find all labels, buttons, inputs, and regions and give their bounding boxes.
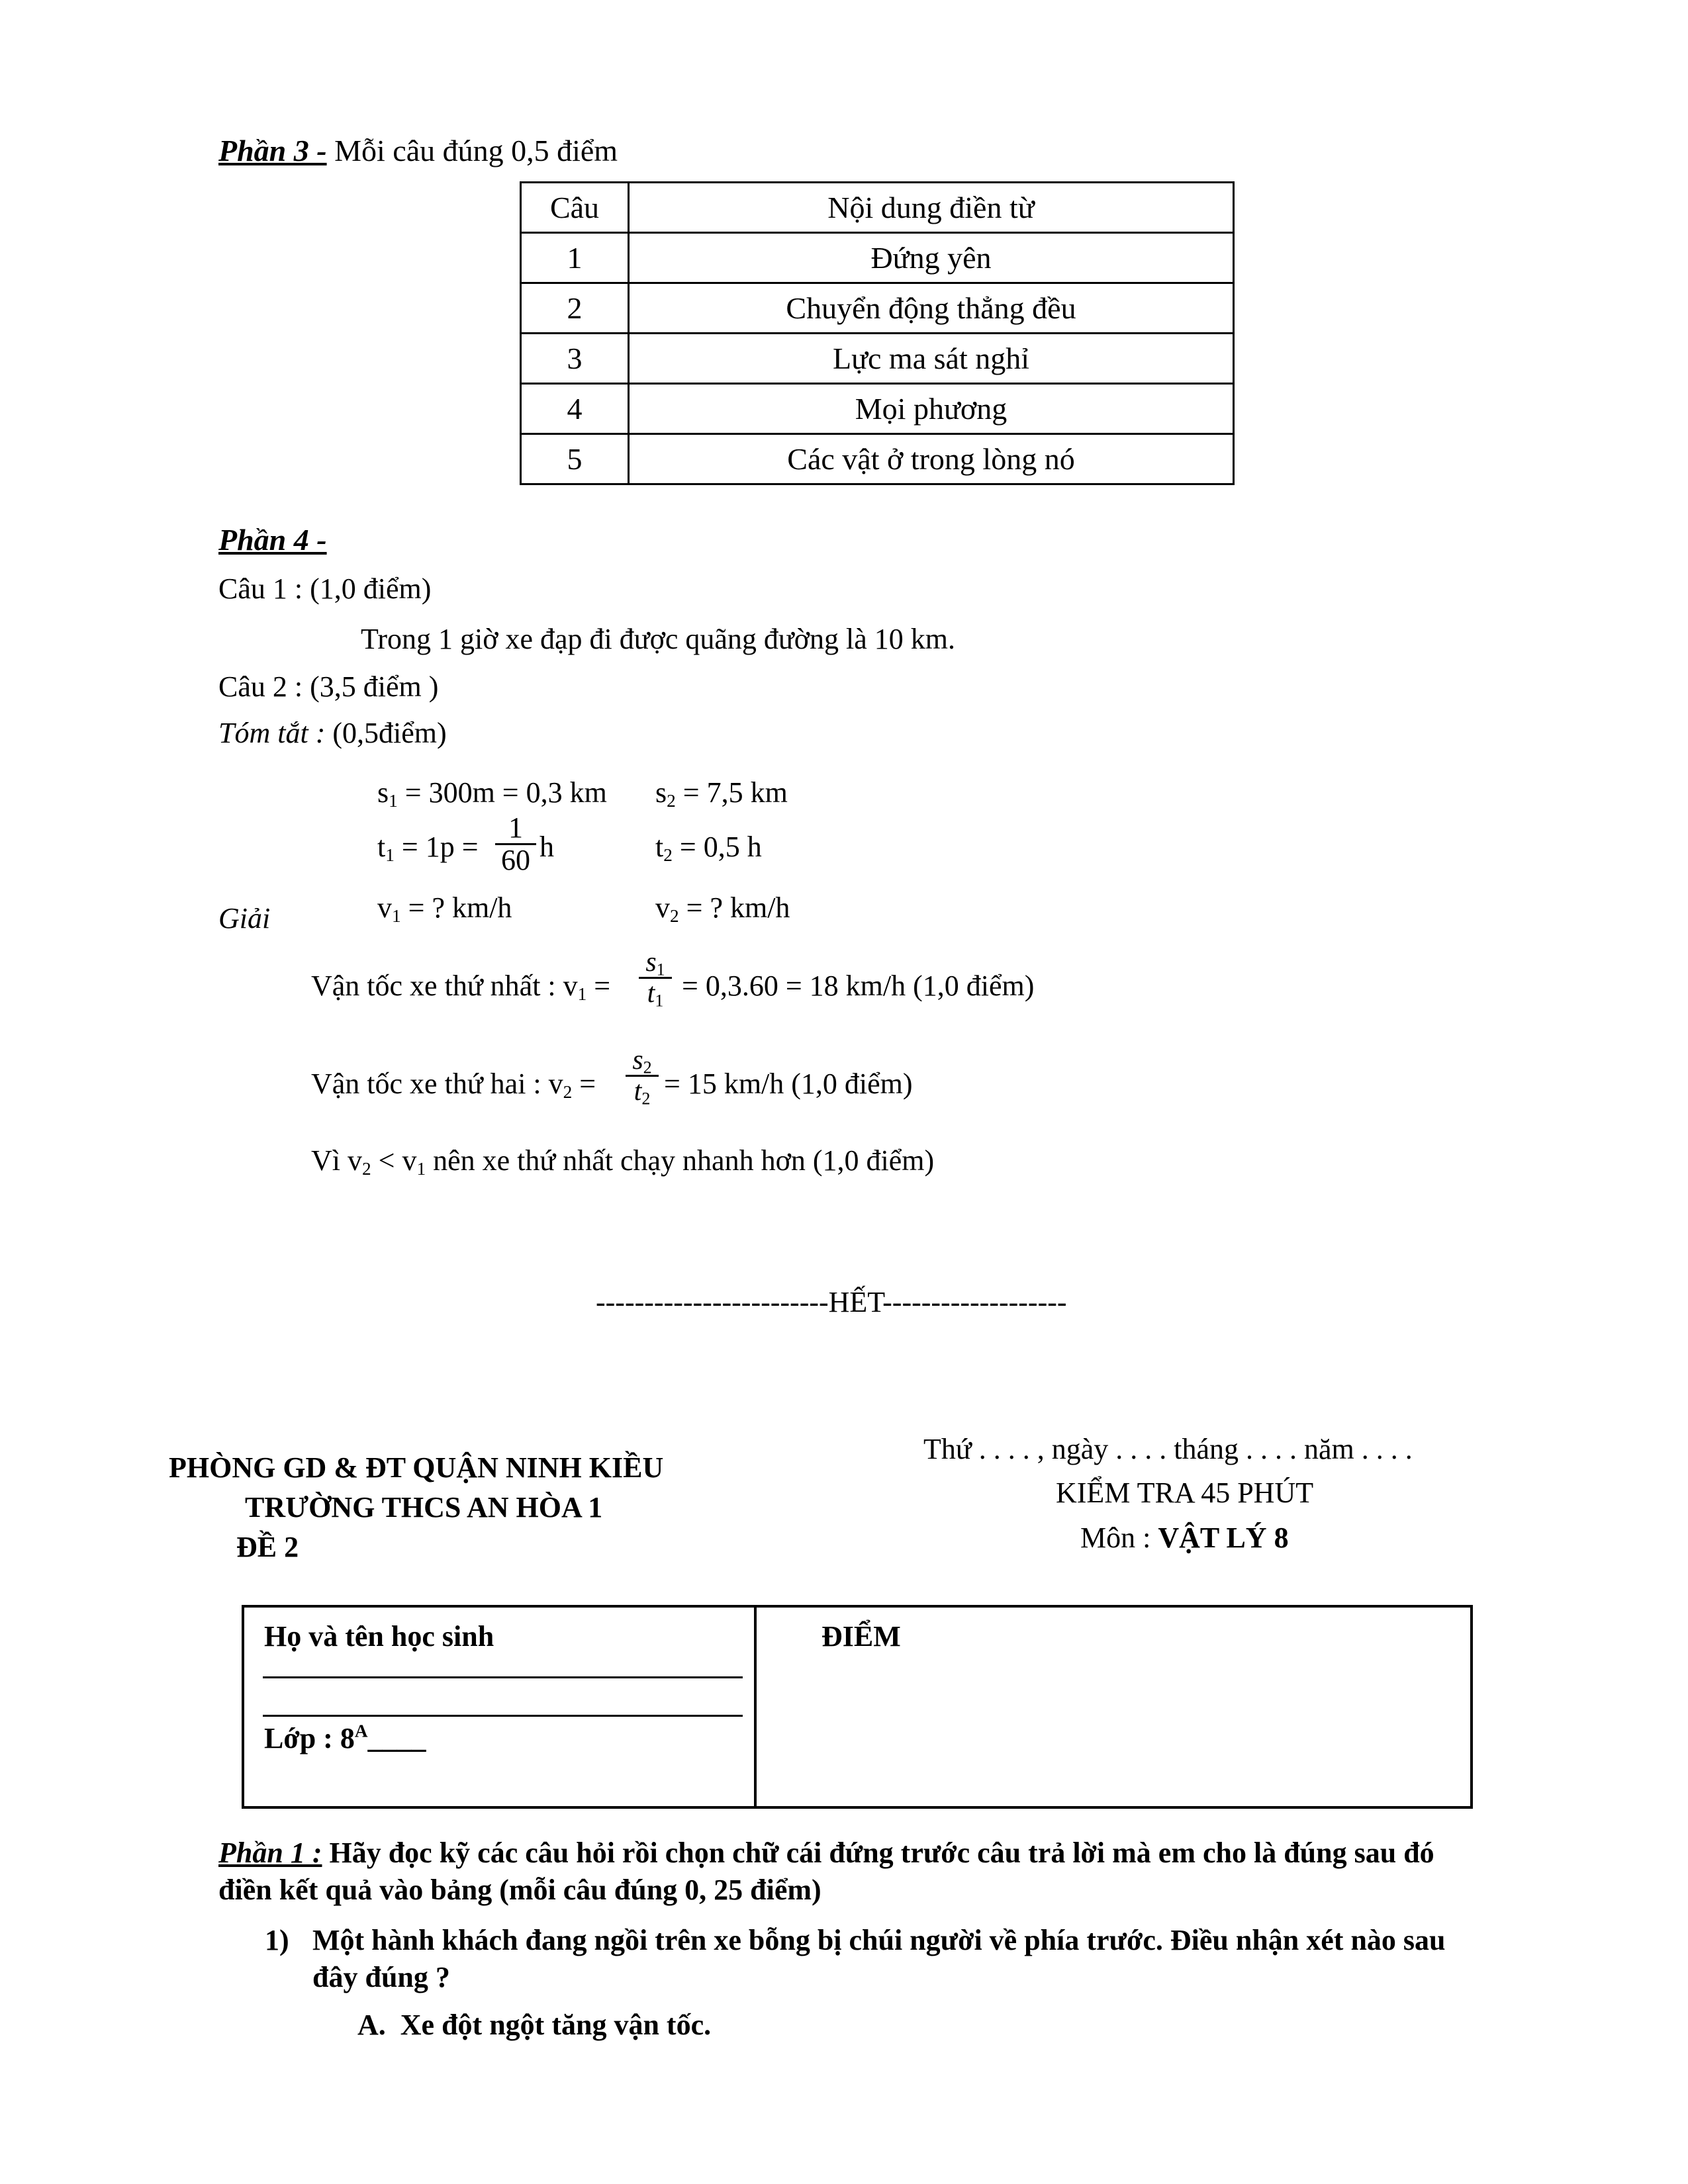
- speed1-result: = 0,3.60 = 18 km/h (1,0 điểm): [682, 970, 1035, 1002]
- part4-q2-label: Câu 2 : (3,5 điểm ): [218, 670, 439, 703]
- department: PHÒNG GD & ĐT QUẬN NINH KIỀU: [169, 1451, 664, 1484]
- table-cell: Lực ma sát nghỉ: [629, 334, 1234, 384]
- speed2-result: = 15 km/h (1,0 điểm): [664, 1068, 913, 1100]
- part1-instruction: Phần 1 : Hãy đọc kỹ các câu hỏi rồi chọn chữ cái đứng trước câu trả lời mà em cho là đúng sau đó: [218, 1837, 1434, 1869]
- part3-heading: Phần 3 -: [218, 134, 327, 167]
- class-field[interactable]: [264, 1721, 426, 1756]
- score-label: ĐIỂM: [821, 1620, 901, 1653]
- question-1-text: Một hành khách đang ngồi trên xe bỗng bị chúi người về phía trước. Điều nhận xét nào sau: [312, 1924, 1446, 1956]
- speed1-fraction: $s_1$ $t_1$: [639, 948, 672, 1008]
- part1-heading: Phần 1 :: [218, 1837, 322, 1869]
- conclusion: Vì $v_2 < v_1$ nên xe thứ nhất chạy nhanh hơn (1,0 điểm): [311, 1144, 935, 1179]
- table-header-cell: Nội dung điền từ: [629, 183, 1234, 233]
- part3-note: Mỗi câu đúng 0,5 điểm: [326, 134, 618, 167]
- end-marker: ------------------------HẾT-------------------: [596, 1286, 1067, 1318]
- table-cell: Mọi phương: [629, 384, 1234, 434]
- box-divider: [754, 1608, 757, 1806]
- option-a-letter: A.: [357, 2009, 386, 2041]
- table-row: [521, 434, 1234, 484]
- solution-label: Giải: [218, 902, 271, 934]
- t1-unit: h: [539, 831, 554, 863]
- t1-fraction: 1 60: [495, 813, 536, 876]
- table-cell: 3: [521, 334, 629, 384]
- speed1-line: Vận tốc xe thứ nhất : $v_1$ =: [311, 970, 611, 1004]
- table-cell: Các vật ở trong lòng nó: [629, 434, 1234, 484]
- subject-name: VẬT LÝ 8: [1158, 1522, 1289, 1554]
- question-1-text-2: đây đúng ?: [312, 1961, 450, 1993]
- class-blank: ____: [367, 1722, 426, 1754]
- summary-points: (0,5điểm): [325, 717, 447, 749]
- unknown-v2: $v_2$ = ? km/h: [655, 891, 790, 926]
- table-row: [521, 283, 1234, 334]
- table-row: [521, 384, 1234, 434]
- question-1-number: 1): [265, 1924, 289, 1956]
- speed2-fraction: $s_2$ $t_2$: [626, 1046, 659, 1106]
- exam-code: ĐỀ 2: [236, 1531, 299, 1563]
- table-cell: 2: [521, 283, 629, 334]
- summary-label: Tóm tắt :: [218, 717, 326, 749]
- student-name-label: Họ và tên học sinh: [264, 1620, 494, 1653]
- part4-q1-answer: Trong 1 giờ xe đạp đi được quãng đường là 10 km.: [361, 623, 956, 655]
- table-header-row: [521, 183, 1234, 233]
- table-cell: 1: [521, 233, 629, 283]
- table-cell: Chuyển động thẳng đều: [629, 283, 1234, 334]
- given-t2: $t_2 = 0,5$ h: [655, 831, 762, 865]
- date-line: Thứ . . . . , ngày . . . . tháng . . . . năm . . . .: [923, 1433, 1413, 1465]
- exam-title: KIỂM TRA 45 PHÚT: [1056, 1477, 1314, 1509]
- speed2-line: Vận tốc xe thứ hai : $v_2$ =: [311, 1068, 596, 1102]
- part3-line: [218, 132, 618, 169]
- part1-instruction-2: điền kết quả vào bảng (mỗi câu đúng 0, 25 điểm): [218, 1874, 821, 1906]
- table-cell: 5: [521, 434, 629, 484]
- table-header-cell: Câu: [521, 183, 629, 233]
- table-row: [521, 334, 1234, 384]
- table-cell: Đứng yên: [629, 233, 1234, 283]
- table-row: [521, 233, 1234, 283]
- name-blank-line-2[interactable]: [263, 1715, 743, 1717]
- subject-label: Môn :: [1080, 1522, 1158, 1554]
- class-label: Lớp : 8: [264, 1722, 355, 1754]
- option-a-text: Xe đột ngột tăng vận tốc.: [400, 2009, 712, 2041]
- part4-heading: Phần 4 -: [218, 523, 327, 557]
- answer-table: [520, 181, 1235, 485]
- question-1-option-a[interactable]: [357, 2008, 711, 2043]
- given-t1: $t_1 = 1p$ =: [377, 831, 479, 865]
- school-name: TRƯỜNG THCS AN HÒA 1: [245, 1491, 603, 1524]
- unknown-v1: $v_1$ = ? km/h: [377, 891, 512, 926]
- student-info-box: [242, 1605, 1473, 1809]
- part4-q1-label: Câu 1 : (1,0 điểm): [218, 572, 432, 605]
- class-letter: A: [354, 1721, 368, 1741]
- name-blank-line[interactable]: [263, 1676, 743, 1678]
- subject-line: [1080, 1521, 1289, 1556]
- given-s1: $s_1 = 300m = 0,3$ km: [377, 776, 607, 811]
- table-cell: 4: [521, 384, 629, 434]
- given-s2: $s_2 = 7,5$ km: [655, 776, 788, 811]
- summary-line: [218, 716, 447, 751]
